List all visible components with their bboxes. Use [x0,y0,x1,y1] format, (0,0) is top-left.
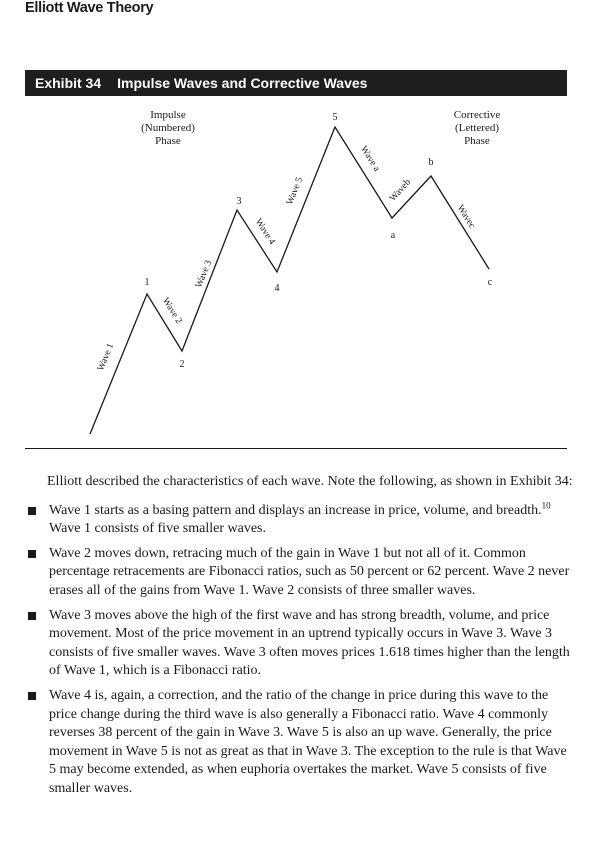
wave-characteristics-list [25,499,573,799]
impulse-phase-line3: Phase [155,135,181,147]
corrective-phase-line1: Corrective [453,109,501,121]
elliott-wave-diagram [0,96,606,448]
wave-5-label: Wave 5 [285,176,306,207]
list-item-text: Wave 2 moves down, retracing much of the gain in Wave 1 but not all of it. Common percentage retracements are Fibonacci ratios, such as 50 percent or 62 percent. Wave 2 never erases all of the gains from Wave 1. Wave 2 consists of three smaller waves. [49,545,570,598]
point-label-a: a [390,230,396,241]
list-item-text: Wave 4 is, again, a correction, and the ratio of the change in price during this wave to the price change during the third wave is also generally a Fibonacci ratio. Wave 4 commonly reverses 38 percent of the gain in Wave 3. Wave 5 is also an up wave. Generally, the price movement in Wave 5 is not as great as that in Wave 3. The exception to the rule is that Wave 5 may become extended, as when euphoria overtakes the market. Wave 5 consists of five smaller waves. [49,687,567,796]
list-item-text: Wave 3 moves above the high of the first wave and has strong breadth, volume, and price movement. Most of the price movement in an uptrend typically occurs in Wave 3. Wave 3 consists of five smaller waves. Wave 3 often moves prices 1.618 times higher than the length of Wave 1, which is a Fibonacci ratio. [49,607,570,679]
running-head: Elliott Wave Theory [25,0,154,16]
square-bullet-icon [28,612,36,620]
exhibit-bottom-rule [25,448,567,449]
corrective-phase-line3: Phase [464,135,490,147]
list-item-text-cont: Wave 1 consists of five smaller waves. [49,521,266,537]
intro-paragraph: Elliott described the characteristics of each wave. Note the following, as shown in Exhibit 34: [47,474,573,489]
list-item [25,607,573,681]
wave-b-label: Waveb [388,177,413,204]
wave-2-label: Wave 2 [159,296,184,326]
point-label-3: 3 [236,196,242,207]
wave-path [90,127,489,434]
corrective-phase-line2: (Lettered) [455,122,499,134]
exhibit-title: Impulse Waves and Corrective Waves [117,75,368,91]
list-item [25,499,573,539]
exhibit-title-bar [25,70,567,96]
wave-c-label: Wavec [454,203,477,231]
point-label-1: 1 [144,277,150,288]
point-label-2: 2 [179,359,185,370]
point-label-4: 4 [274,283,280,294]
list-item [25,545,573,601]
list-item-text: Wave 1 starts as a basing pattern and displays an increase in price, volume, and breadth. [49,502,542,518]
square-bullet-icon [28,692,36,700]
square-bullet-icon [28,550,36,558]
list-item [25,687,573,799]
wave-1-label: Wave 1 [96,342,117,373]
point-label-5: 5 [332,112,338,123]
body-text [25,473,573,805]
impulse-phase-line2: (Numbered) [141,122,195,134]
exhibit-number: Exhibit 34 [35,75,102,91]
wave-4-label: Wave 4 [252,217,277,247]
point-label-c: c [487,277,493,288]
wave-3-label: Wave 3 [194,259,215,290]
footnote-ref[interactable]: 10 [541,499,551,510]
impulse-phase-line1: Impulse [150,109,186,121]
wave-a-label: Wave a [358,144,382,174]
square-bullet-icon [28,507,36,515]
point-label-b: b [428,157,434,168]
